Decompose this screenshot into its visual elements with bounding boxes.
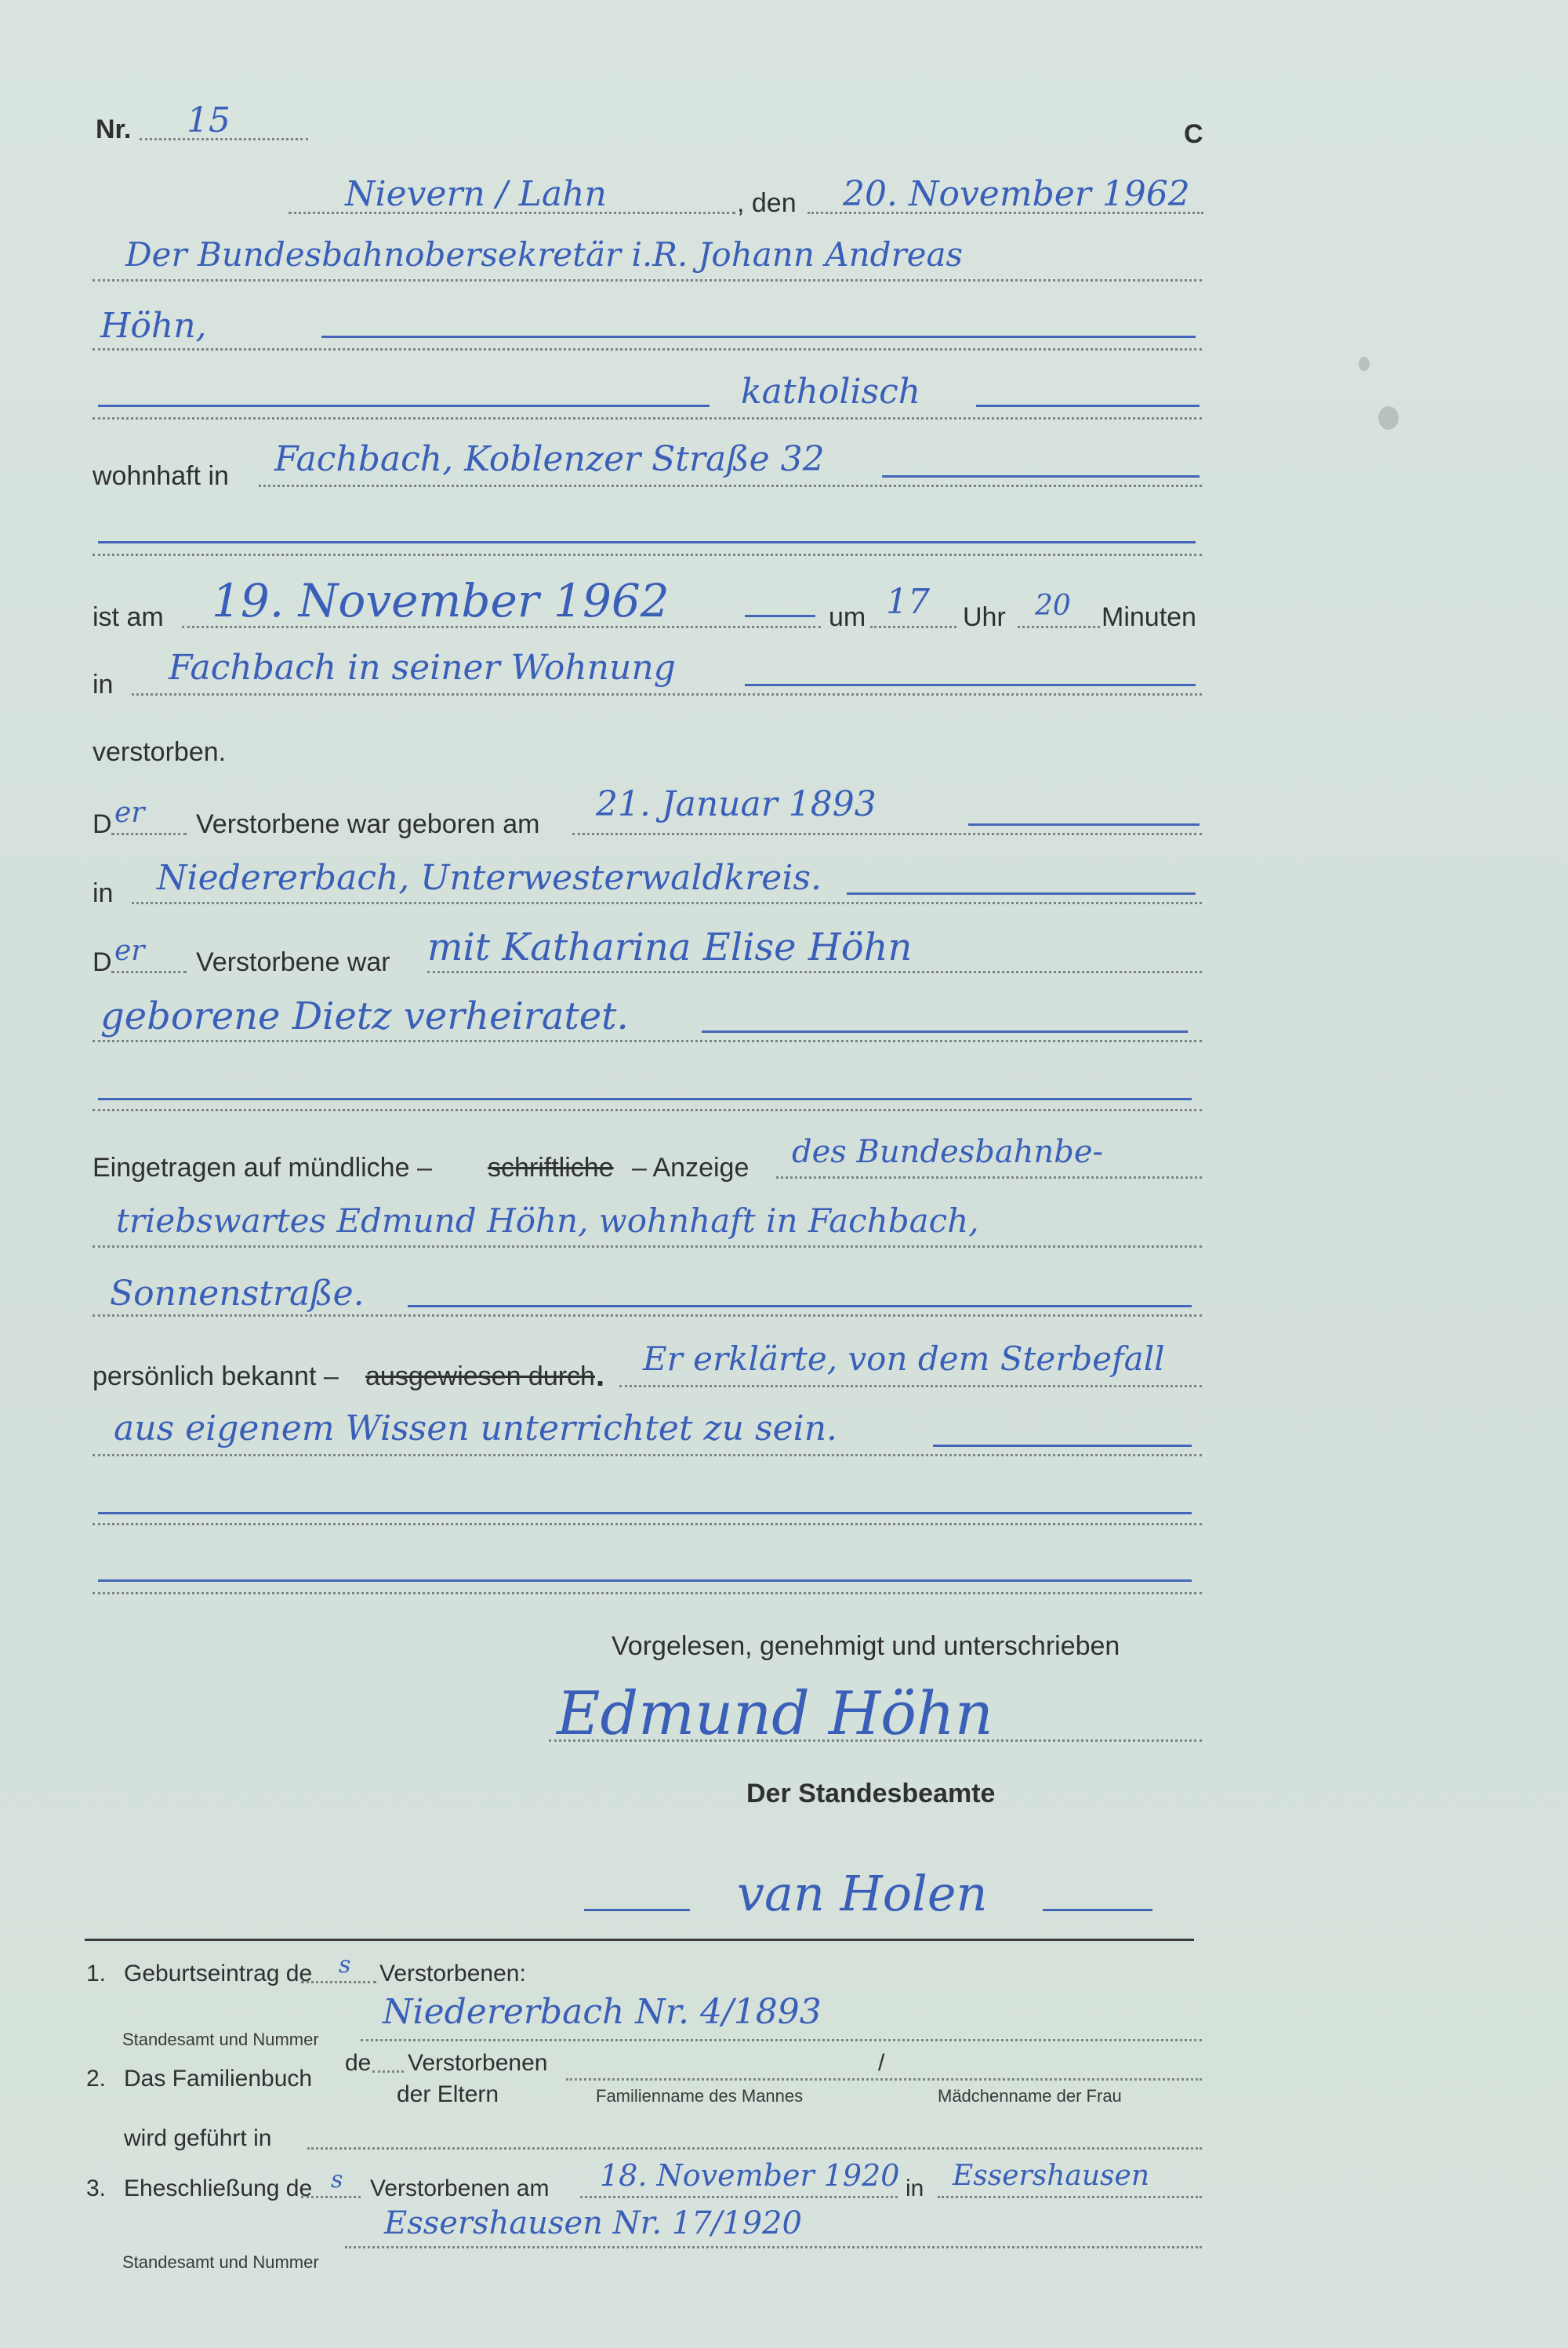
item2-slash: / [878, 2050, 885, 2076]
death-date-value: 19. November 1962 [212, 574, 670, 627]
birth-place-value: Niedererbach, Unterwesterwaldkreis. [157, 858, 822, 898]
fill-line [408, 1305, 1192, 1307]
hour-dotted-line [870, 626, 956, 628]
fill-line [745, 684, 1196, 686]
fill-line [98, 1512, 1192, 1514]
registration-label-struck: schriftliche [488, 1153, 614, 1183]
item3-place-dotted-line [938, 2196, 1202, 2198]
item2-de: de [345, 2050, 372, 2076]
fill-line [98, 405, 710, 407]
marriage-dotted-line-2 [93, 1040, 1202, 1042]
minuten-label: Minuten [1102, 602, 1196, 632]
item3-sub: Standesamt und Nummer [122, 2252, 319, 2272]
nr-value: 15 [187, 100, 230, 140]
nr-label: Nr. [96, 114, 132, 144]
item3-s-dotted-line [301, 2196, 361, 2198]
item1-value: Niedererbach Nr. 4/1893 [383, 1992, 822, 2032]
birth-d-dotted-line [111, 833, 187, 835]
identity-value-1: Er erklärte, von dem Sterbefall [643, 1339, 1165, 1378]
minutes-value: 20 [1035, 590, 1071, 622]
official-title: Der Standesbeamte [746, 1779, 996, 1808]
signature: Edmund Höhn [557, 1678, 993, 1748]
death-in-label: in [93, 670, 114, 700]
item2-sub-husband: Familienname des Mannes [596, 2086, 804, 2106]
marriage-dotted-line-1 [427, 971, 1202, 973]
residence-label: wohnhaft in [93, 461, 229, 491]
item1-dotted-line [361, 2039, 1202, 2041]
item2-number: 2. [86, 2066, 107, 2092]
death-place-dotted-line [132, 693, 1202, 696]
fill-line [98, 541, 1196, 543]
minutes-dotted-line [1018, 626, 1100, 628]
registration-value-1: des Bundesbahnbe- [792, 1134, 1104, 1170]
item1-s: s [339, 1951, 351, 1979]
hour-value: 17 [886, 582, 930, 622]
item2-option-verstorbenen: Verstorbenen [408, 2050, 548, 2076]
religion-dotted-line [93, 417, 1202, 420]
blank-dotted-line-2 [93, 1592, 1202, 1594]
item1-sub: Standesamt und Nummer [122, 2030, 319, 2049]
declarant-line-2 [93, 348, 1202, 351]
marriage-d-suffix: er [114, 935, 145, 967]
place-value: Nievern / Lahn [345, 174, 607, 214]
fill-line [702, 1030, 1188, 1033]
item3-value: Essershausen Nr. 17/1920 [384, 2205, 802, 2241]
marriage-label: Verstorbene war [196, 947, 390, 977]
birth-date-dotted-line [572, 833, 1202, 835]
birth-d-suffix: er [114, 797, 145, 829]
fill-line [584, 1909, 690, 1911]
fill-line [933, 1445, 1192, 1447]
birth-date-value: 21. Januar 1893 [596, 784, 877, 824]
birth-label: Verstorbene war geboren am [196, 809, 540, 839]
birth-d-prefix: D [93, 809, 112, 839]
identity-dotted-line-1 [619, 1385, 1202, 1387]
item2-dotted-line [566, 2078, 1202, 2081]
ist-am-label: ist am [93, 602, 164, 632]
identity-label-a: persönlich bekannt – [93, 1361, 339, 1391]
declarant-line-1 [93, 279, 1202, 282]
declarant-value-2: Höhn, [100, 306, 207, 346]
item3-place: Essershausen [953, 2160, 1150, 2192]
fill-line [321, 336, 1196, 338]
identity-dotted-line-2 [93, 1454, 1202, 1456]
item3-number: 3. [86, 2175, 107, 2201]
identity-label-struck: ausgewiesen durch [365, 1361, 595, 1391]
blank-dotted-line-1 [93, 1523, 1202, 1525]
fill-line [745, 615, 815, 617]
death-place-value: Fachbach in seiner Wohnung [169, 648, 676, 688]
item1-number: 1. [86, 1961, 107, 1986]
item2-wird-dotted-line [307, 2147, 1202, 2150]
marriage-value-2: geborene Dietz verheiratet. [100, 994, 629, 1038]
fill-line [968, 823, 1200, 826]
religion-value: katholisch [741, 372, 921, 412]
item3-s: s [331, 2166, 343, 2194]
identity-dot: . [596, 1358, 605, 1393]
item3-label-a: Eheschließung de [124, 2175, 313, 2201]
registration-dotted-line-3 [93, 1314, 1202, 1317]
den-label: , den [737, 188, 797, 218]
official-signature: van Holen [737, 1865, 988, 1922]
declarant-value-1: Der Bundesbahnobersekretär i.R. Johann Andreas [125, 235, 964, 274]
item2-de-dotted-line [372, 2070, 404, 2073]
fill-line [98, 1098, 1192, 1100]
registration-label-a: Eingetragen auf mündliche – [93, 1153, 432, 1183]
registration-value-3: Sonnenstraße. [110, 1274, 365, 1314]
corner-letter: C [1184, 119, 1203, 149]
item1-label-a: Geburtseintrag de [124, 1961, 313, 1986]
fill-line [847, 892, 1196, 895]
item3-date-dotted-line [580, 2196, 898, 2198]
item2-label: Das Familienbuch [124, 2066, 313, 2092]
fill-line [98, 1579, 1192, 1582]
item2-option-eltern: der Eltern [397, 2081, 499, 2107]
fill-line [976, 405, 1200, 407]
item2-wird-label: wird geführt in [124, 2125, 272, 2151]
paper-mark [1378, 406, 1399, 430]
birth-in-label: in [93, 878, 114, 908]
marriage-value-1: mit Katharina Elise Höhn [427, 925, 913, 969]
residence-value: Fachbach, Koblenzer Straße 32 [274, 439, 825, 479]
registration-value-2: triebswartes Edmund Höhn, wohnhaft in Fachbach, [116, 1201, 979, 1240]
read-approved-text: Vorgelesen, genehmigt und unterschrieben [612, 1631, 1120, 1661]
birth-place-dotted-line [132, 902, 1202, 904]
item3-date: 18. November 1920 [600, 2158, 900, 2193]
footer-divider [85, 1939, 1194, 1941]
marriage-d-prefix: D [93, 947, 112, 977]
registration-dotted-line-1 [776, 1176, 1202, 1179]
marriage-d-dotted-line [111, 971, 187, 973]
marriage-dotted-line-3 [93, 1109, 1202, 1111]
item3-label-b: Verstorbenen am [370, 2175, 550, 2201]
residence-line-2 [93, 554, 1202, 556]
um-label: um [829, 602, 866, 632]
fill-line [1043, 1909, 1152, 1911]
fill-line [882, 475, 1200, 478]
date-value: 20. November 1962 [843, 174, 1190, 214]
item2-sub-wife: Mädchenname der Frau [938, 2086, 1122, 2106]
item3-value-dotted-line [345, 2246, 1202, 2248]
item1-s-dotted-line [301, 1981, 376, 1983]
item1-label-b: Verstorbenen: [379, 1961, 526, 1986]
uhr-label: Uhr [963, 602, 1006, 632]
verstorben-label: verstorben. [93, 737, 227, 767]
registration-label-b: – Anzeige [632, 1153, 750, 1183]
registration-dotted-line-2 [93, 1245, 1202, 1248]
identity-value-2: aus eigenem Wissen unterrichtet zu sein. [114, 1408, 838, 1448]
residence-dotted-line [259, 485, 1202, 487]
paper-mark [1359, 357, 1370, 371]
item3-in-label: in [906, 2175, 924, 2201]
